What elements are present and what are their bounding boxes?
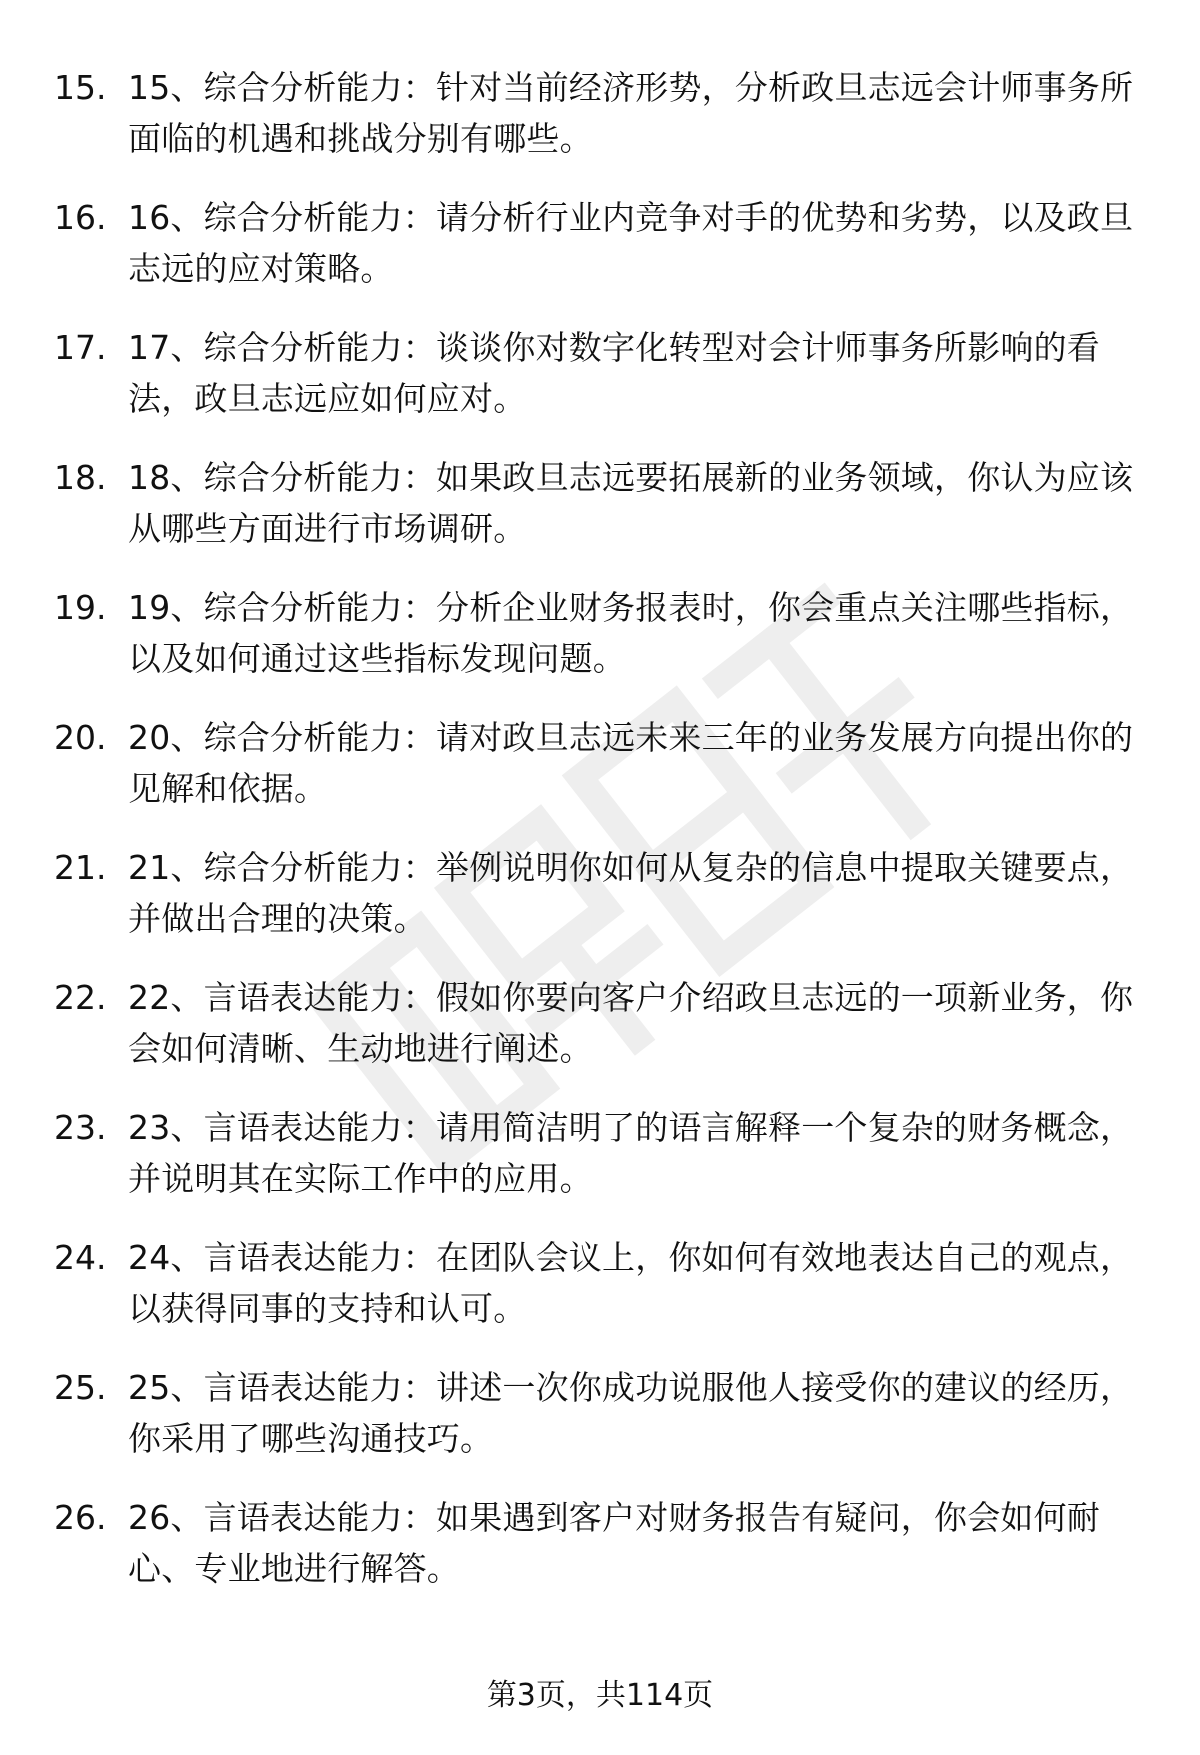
item-text: 17、综合分析能力：谈谈你对数字化转型对会计师事务所影响的看法，政旦志远应如何应对。 xyxy=(128,328,1100,418)
item-text: 25、言语表达能力：讲述一次你成功说服他人接受你的建议的经历，你采用了哪些沟通技巧。 xyxy=(128,1368,1134,1458)
list-item xyxy=(0,452,1200,582)
item-number: 15. xyxy=(54,68,107,107)
list-item xyxy=(0,972,1200,1102)
item-text: 16、综合分析能力：请分析行业内竞争对手的优势和劣势，以及政旦志远的应对策略。 xyxy=(128,198,1134,288)
list-item xyxy=(0,1362,1200,1492)
question-list xyxy=(0,62,1200,1622)
item-text: 19、综合分析能力：分析企业财务报表时，你会重点关注哪些指标，以及如何通过这些指标发现问题。 xyxy=(128,588,1134,678)
list-item xyxy=(0,582,1200,712)
item-number: 21. xyxy=(54,848,107,887)
list-item xyxy=(0,1232,1200,1362)
item-number: 24. xyxy=(54,1238,107,1277)
item-number: 17. xyxy=(54,328,107,367)
list-item xyxy=(0,1102,1200,1232)
item-number: 16. xyxy=(54,198,107,237)
item-text: 18、综合分析能力：如果政旦志远要拓展新的业务领域，你认为应该从哪些方面进行市场调研。 xyxy=(128,458,1134,548)
list-item xyxy=(0,842,1200,972)
item-text: 22、言语表达能力：假如你要向客户介绍政旦志远的一项新业务，你会如何清晰、生动地进行阐述。 xyxy=(128,978,1134,1068)
item-text: 24、言语表达能力：在团队会议上，你如何有效地表达自己的观点，以获得同事的支持和认可。 xyxy=(128,1238,1134,1328)
item-text: 20、综合分析能力：请对政旦志远未来三年的业务发展方向提出你的见解和依据。 xyxy=(128,718,1134,808)
item-number: 26. xyxy=(54,1498,107,1537)
item-text: 26、言语表达能力：如果遇到客户对财务报告有疑问，你会如何耐心、专业地进行解答。 xyxy=(128,1498,1100,1588)
item-number: 25. xyxy=(54,1368,107,1407)
item-text: 15、综合分析能力：针对当前经济形势，分析政旦志远会计师事务所面临的机遇和挑战分别有哪些。 xyxy=(128,68,1134,158)
item-number: 18. xyxy=(54,458,107,497)
item-number: 23. xyxy=(54,1108,107,1147)
item-number: 19. xyxy=(54,588,107,627)
list-item xyxy=(0,712,1200,842)
list-item xyxy=(0,192,1200,322)
list-item xyxy=(0,1492,1200,1622)
item-number: 22. xyxy=(54,978,107,1017)
list-item xyxy=(0,62,1200,192)
item-text: 21、综合分析能力：举例说明你如何从复杂的信息中提取关键要点，并做出合理的决策。 xyxy=(128,848,1134,938)
item-number: 20. xyxy=(54,718,107,757)
item-text: 23、言语表达能力：请用简洁明了的语言解释一个复杂的财务概念，并说明其在实际工作中的应用。 xyxy=(128,1108,1134,1198)
list-item xyxy=(0,322,1200,452)
page-footer: 第3页，共114页 xyxy=(486,1678,714,1713)
